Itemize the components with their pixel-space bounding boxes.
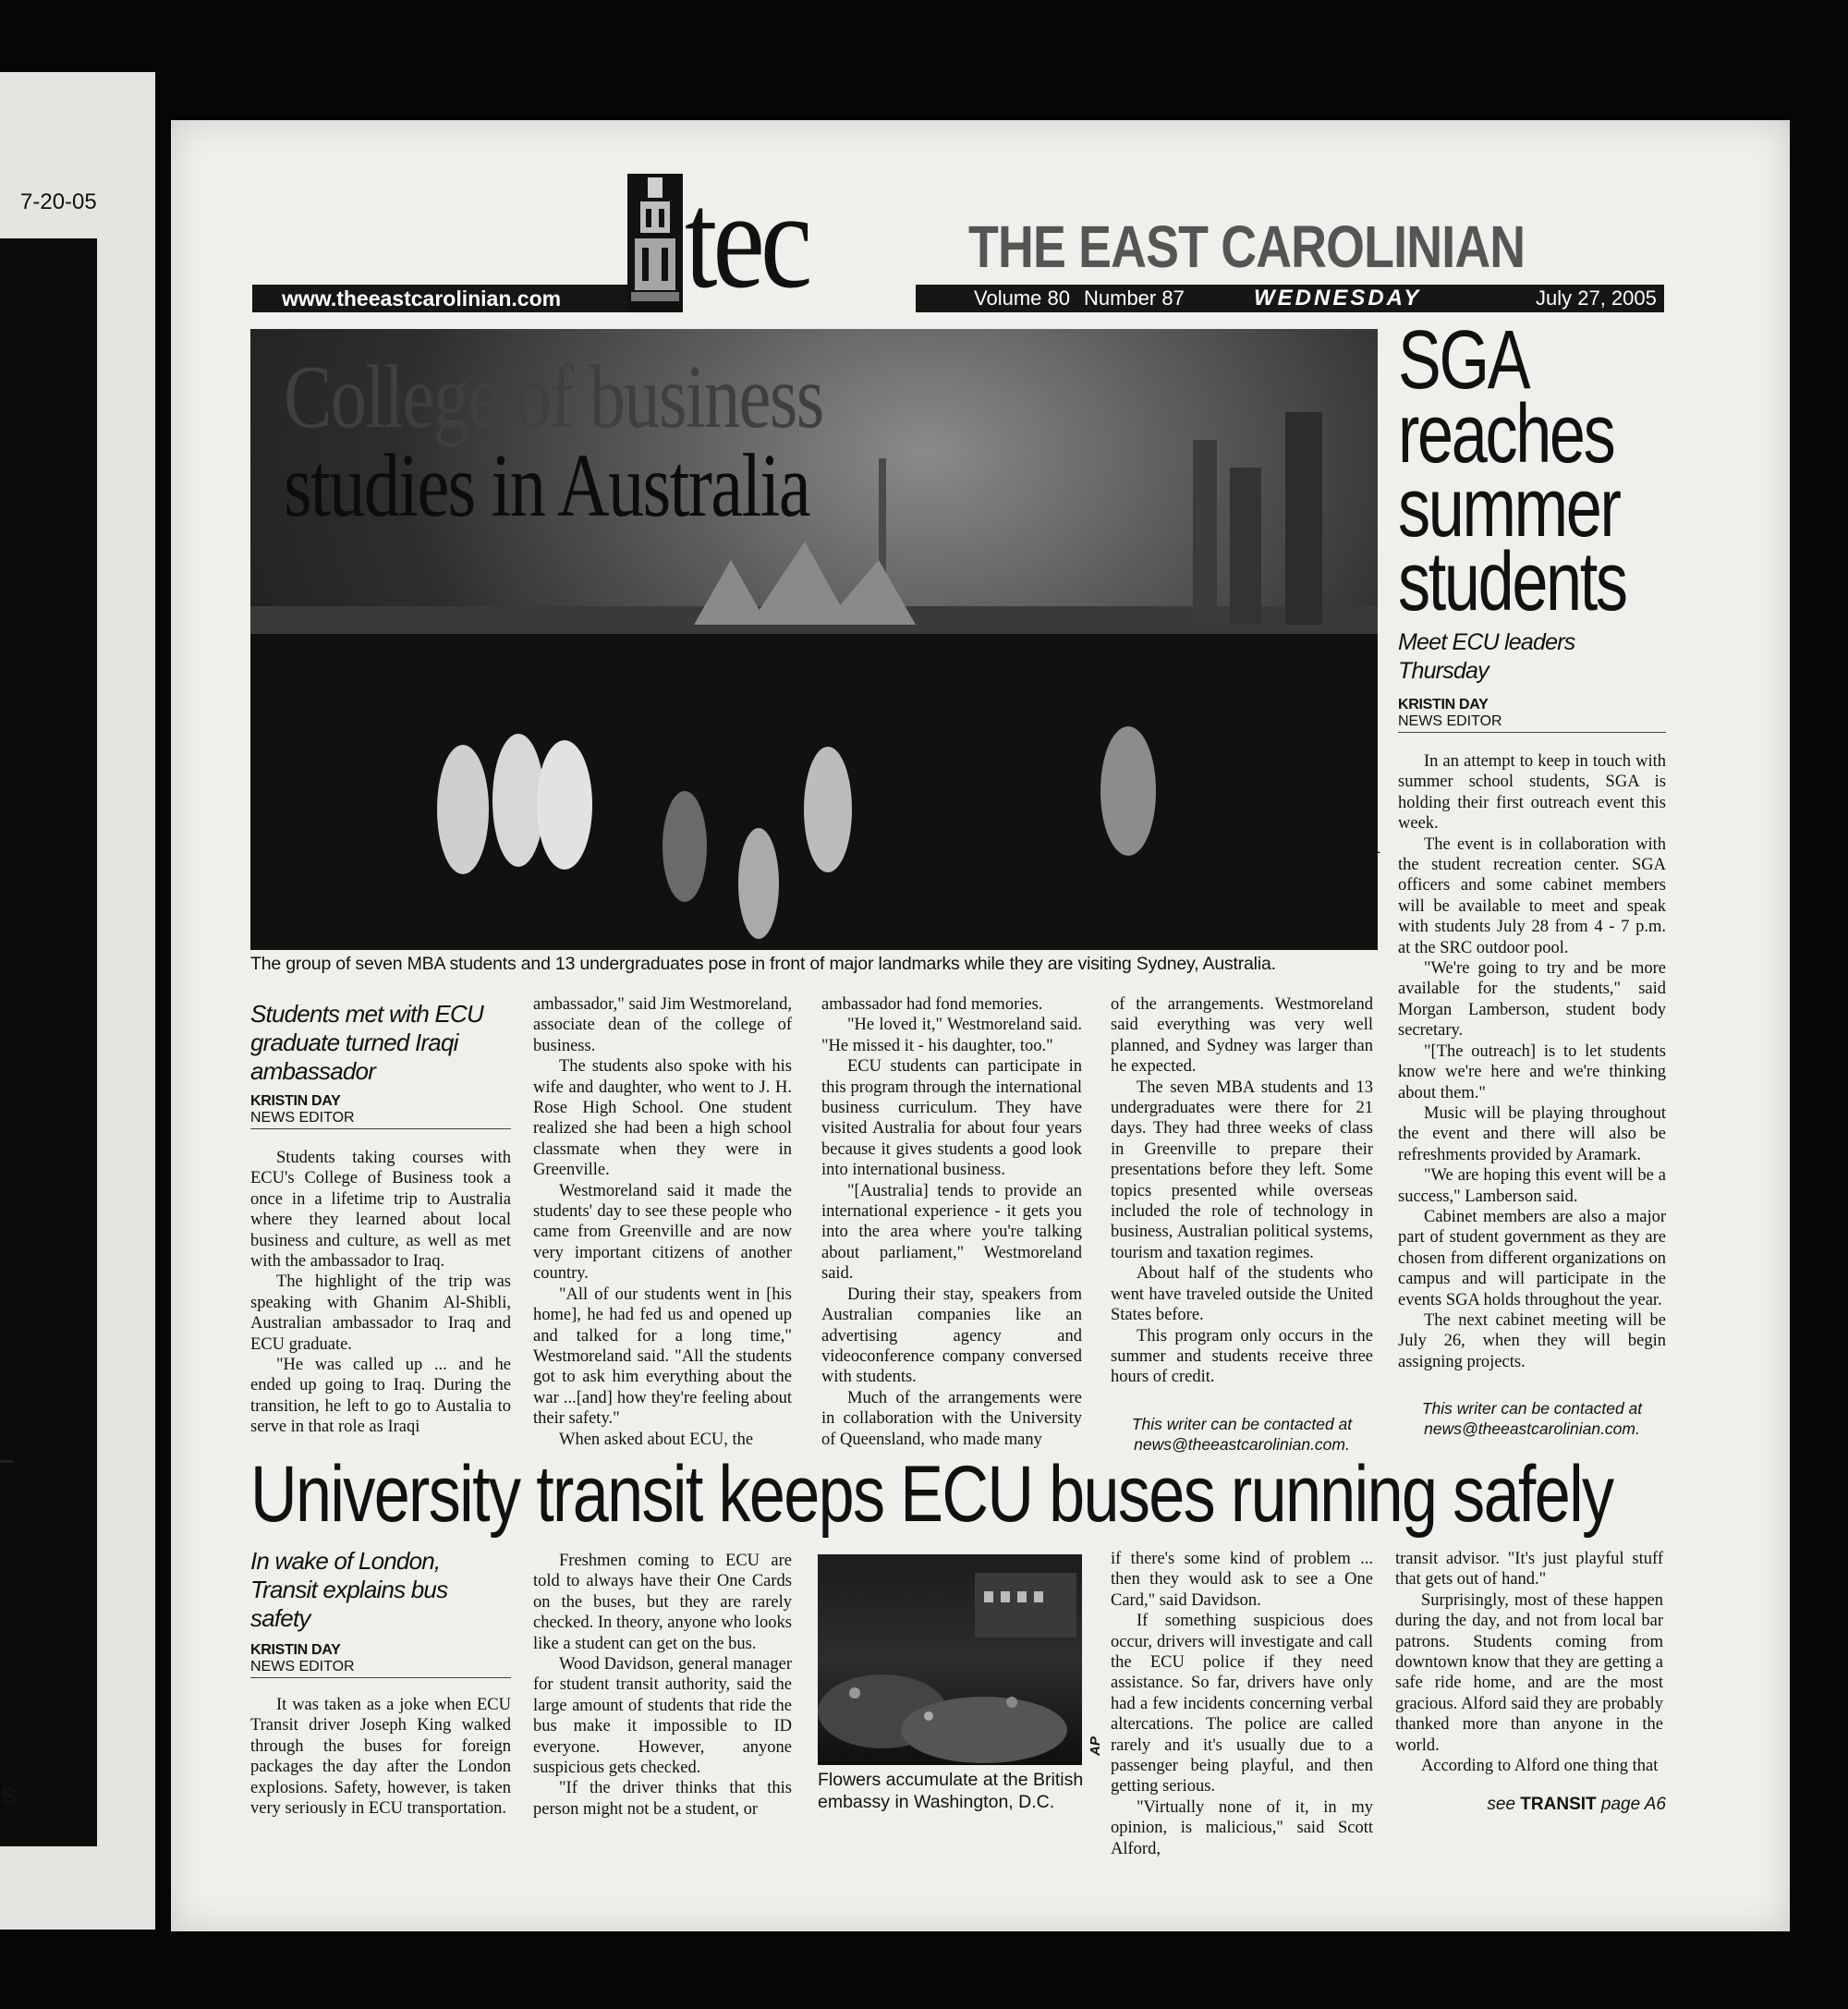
newspaper-page: [171, 120, 1790, 1931]
sga-byline-name: KRISTIN DAY: [1398, 697, 1489, 712]
embassy-caption: Flowers accumulate at the British embassy in Washington, D.C.: [818, 1770, 1084, 1812]
top-story-paragraph: ambassador had fond memories.: [821, 995, 1043, 1014]
transit-byline-name: KRISTIN DAY: [250, 1642, 341, 1658]
embassy-flowers-graphic: [818, 1554, 1082, 1765]
sga-paragraph: "We're going to try and be more available for the students," said Morgan Lamberson, student body secretary.: [1398, 959, 1666, 1041]
masthead-logo: tec: [685, 164, 808, 317]
transit-paragraph: If something suspicious does occur, drivers will investigate and call the ECU police if they need assistance. So far, drivers have only had a few incidents concerning verbal altercations. The police are called rarely and it's usually due to a passenger being playful, and then getting serious.: [1111, 1612, 1373, 1796]
sga-paragraph: In an attempt to keep in touch with summer school students, SGA is holding their first outreach event this week.: [1398, 752, 1666, 834]
previous-page-dark-block: [0, 238, 97, 1846]
transit-col4: [1111, 1549, 1373, 1859]
issue-info-bar: [916, 285, 1664, 312]
transit-col2: [533, 1551, 792, 1820]
paper-name: THE EAST CAROLINIAN: [968, 213, 1526, 280]
top-story-paragraph: During their stay, speakers from Australian companies like an advertising agency and videoconference company conversed with students.: [821, 1285, 1082, 1387]
top-story-col4: [1111, 994, 1373, 1455]
sga-paragraph: Music will be playing throughout the event and there will also be refreshments provided by Aramark.: [1398, 1103, 1666, 1164]
sga-contact: [1398, 1398, 1666, 1439]
embassy-photo-credit: AP: [1088, 1736, 1103, 1756]
transit-jump-line[interactable]: [1428, 1795, 1666, 1815]
sga-paragraph: "We are hoping this event will be a success," Lamberson said.: [1398, 1166, 1666, 1206]
previous-page-date: 7-20-05: [20, 189, 97, 214]
top-story-paragraph: "[Australia] tends to provide an international experience - it gets you into the area where you're talking about parliament," Westmoreland said.: [821, 1181, 1082, 1284]
sga-headline: [1398, 314, 1626, 628]
sga-contact-label: This writer can be contacted at: [1421, 1399, 1643, 1418]
top-story-paragraph: The students also spoke with his wife and daughter, who went to J. H. Rose High School. One student realized she had been a high school classmate when they were in Greenville.: [533, 1057, 792, 1180]
transit-paragraph: Freshmen coming to ECU are told to always have their One Cards on the buses, but they are rarely checked. In theory, anyone who looks like a student can get on the bus.: [533, 1552, 792, 1653]
sga-text: [1398, 751, 1666, 1372]
jump-story-name: TRANSIT: [1520, 1795, 1597, 1814]
issue-date: July 27, 2005: [1536, 286, 1657, 310]
jump-see-label: see: [1487, 1795, 1516, 1814]
issue-number: Number 87: [1084, 286, 1185, 310]
top-story-col1: [250, 1000, 511, 1438]
transit-paragraph: if there's some kind of problem ... then they would ask to see a One Card," said Davidson.: [1111, 1550, 1373, 1610]
transit-paragraph: Wood Davidson, general manager for student transit authority, said the large amount of students that ride the bus make it impossible to ID everyone. However, anyone suspicious gets checked.: [533, 1655, 792, 1778]
top-story-contact-email[interactable]: news@theeastcarolinian.com.: [1134, 1434, 1350, 1454]
cupola-icon: [627, 174, 683, 312]
transit-byline-role: NEWS EDITOR: [250, 1659, 511, 1678]
transit-headline: University transit keeps ECU buses running safely: [250, 1450, 1613, 1539]
transit-subhead: In wake of London, Transit explains bus safety: [250, 1547, 448, 1632]
transit-col1: [250, 1547, 511, 1819]
top-story-paragraph: This program only occurs in the summer and students receive three hours of credit.: [1111, 1326, 1373, 1387]
top-story-paragraph: Students taking courses with ECU's College of Business took a once in a lifetime trip to Australia where they learned about local business and culture, as well as met with the ambassador to Iraq.: [250, 1149, 511, 1272]
sga-paragraph: Cabinet members are also a major part of student government as they are chosen from different organizations on campus and will participate in the events SGA holds throughout the year.: [1398, 1207, 1666, 1309]
issue-volume: Volume 80: [974, 286, 1070, 310]
sga-paragraph: The event is in collaboration with the student recreation center. SGA officers and some cabinet members will be available to meet and speak with students July 28 from 4 - 7 p.m. at the SRC outdoor pool.: [1398, 834, 1666, 957]
australia-photo: [250, 329, 1378, 950]
top-story-contact: [1111, 1414, 1373, 1455]
embassy-photo: [818, 1554, 1082, 1765]
top-story-paragraph: ECU students can participate in this program through the international business curriculum. They have visited Australia for about four years because it gives students a good look into international business.: [821, 1057, 1082, 1180]
transit-col1-text: [250, 1695, 511, 1819]
previous-page-letter: s: [0, 1776, 18, 1811]
issue-day: WEDNESDAY: [1254, 286, 1422, 310]
masthead-url-bar[interactable]: www.theeastcarolinian.com: [252, 285, 675, 312]
transit-paragraph: "If the driver thinks that this person might not be a student, or: [533, 1779, 792, 1819]
top-story-byline-name: KRISTIN DAY: [250, 1093, 341, 1109]
transit-paragraph: It was taken as a joke when ECU Transit driver Joseph King walked through the buses for foreign packages the day after the London explosions. Safety, however, is taken very seriously in ECU transportation.: [250, 1696, 511, 1819]
transit-col5: [1395, 1549, 1663, 1776]
transit-paragraph: According to Alford one thing that: [1421, 1757, 1659, 1776]
previous-page-mark: [0, 1460, 13, 1463]
sga-story: [1398, 314, 1666, 1439]
top-story-paragraph: When asked about ECU, the: [559, 1430, 754, 1449]
masthead-logo-block: [627, 174, 683, 312]
sga-headline-line1: SGA: [1398, 314, 1529, 407]
photo-headline: [284, 347, 823, 536]
top-story-paragraph: About half of the students who went have traveled outside the United States before.: [1111, 1264, 1373, 1325]
top-story-subhead: Students met with ECU graduate turned Iraqi ambassador: [250, 1000, 483, 1085]
top-story-paragraph: "All of our students went in [his home], he had fed us and opened up and talked for a long time," Westmoreland said. "All the students got to ask him everything about the war ...[and] how they're feeling about their safety.": [533, 1285, 792, 1429]
top-story-byline-role: NEWS EDITOR: [250, 1110, 511, 1129]
top-story-paragraph: "He was called up ... and he ended up going to Iraq. During the transition, he left to go to Austalia to serve in that role as Iraqi: [250, 1356, 511, 1437]
photo-caption: The group of seven MBA students and 13 undergraduates pose in front of major landmarks while they are visiting Sydney, Australia.: [250, 954, 1276, 974]
top-story-paragraph: "He loved it," Westmoreland said. "He missed it - his daughter, too.": [821, 1016, 1082, 1055]
top-story-contact-label: This writer can be contacted at: [1131, 1414, 1353, 1433]
sga-paragraph: "[The outreach] is to let students know we're here and we're thinking about them.": [1398, 1041, 1666, 1102]
top-story-paragraph: Much of the arrangements were in collaboration with the University of Queensland, who made many: [821, 1388, 1082, 1449]
sga-subhead: Meet ECU leaders Thursday: [1398, 629, 1575, 684]
sga-headline-line4: students: [1398, 536, 1626, 628]
photo-headline-line1: College of business: [284, 347, 823, 447]
jump-page-ref: page A6: [1600, 1795, 1666, 1814]
sga-headline-line2: reaches: [1398, 388, 1614, 481]
sga-byline-role: NEWS EDITOR: [1398, 713, 1666, 733]
sga-paragraph: The next cabinet meeting will be July 26, when they will begin assigning projects.: [1398, 1310, 1666, 1371]
top-story-paragraph: ambassador," said Jim Westmoreland, associate dean of the college of business.: [533, 995, 792, 1055]
top-story-paragraph: of the arrangements. Westmoreland said everything was very well planned, and Sydney was larger than he expected.: [1111, 995, 1373, 1077]
top-story-paragraph: Westmoreland said it made the students' day to see these people who came from Greenville and are now very important citizens of another country.: [533, 1181, 792, 1284]
top-story-col1-text: [250, 1148, 511, 1438]
photo-headline-line2: studies in Australia: [284, 436, 810, 536]
transit-paragraph: "Virtually none of it, in my opinion, is malicious," said Scott Alford,: [1111, 1797, 1373, 1858]
top-story-paragraph: The highlight of the trip was speaking with Ghanim Al-Shibli, Australian ambassador to Iraq and ECU graduate.: [250, 1272, 511, 1354]
top-story-col2: [533, 994, 792, 1450]
photo-credit: Contributed photo: [1365, 815, 1380, 933]
top-story-paragraph: The seven MBA students and 13 undergraduates were there for 21 days. They had three weeks of class in Greenville to prepare their presentations before they left. Some topics presented while overseas included the role of technology in business, Australian political systems, tourism and taxation regimes.: [1111, 1078, 1373, 1262]
sga-headline-line3: summer: [1398, 462, 1620, 554]
top-story-col3: [821, 994, 1082, 1450]
sga-contact-email[interactable]: news@theeastcarolinian.com.: [1424, 1419, 1640, 1439]
transit-paragraph: transit advisor. "It's just playful stuff that gets out of hand.": [1395, 1550, 1663, 1589]
transit-paragraph: Surprisingly, most of these happen during the day, and not from local bar patrons. Students coming from downtown know that they are getting a safe ride home, and are the most gracious. Alford said they are probably thanked more than anyone in the world.: [1395, 1590, 1663, 1755]
